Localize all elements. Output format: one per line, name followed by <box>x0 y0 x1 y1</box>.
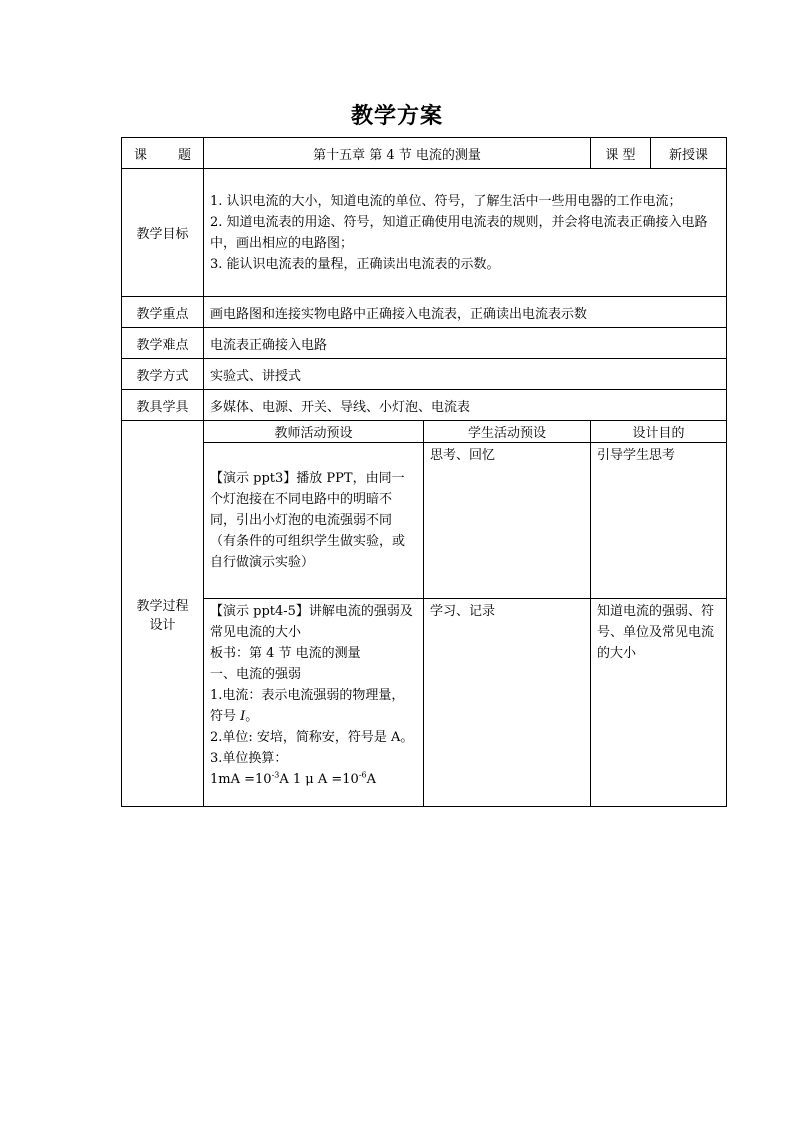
tools-row <box>122 390 727 421</box>
teacher-activity-1 <box>204 443 424 599</box>
current-period: 。 <box>245 709 259 724</box>
process-row-2 <box>122 599 727 807</box>
conv-unit: A <box>366 772 377 787</box>
page-title: 教学方案 <box>350 103 443 129</box>
conv-ma-base: 1mA =10 <box>210 772 272 787</box>
design-purpose-2: 知道电流的强弱、符号、单位及常见电流的大小 <box>591 599 727 807</box>
difficulties-row <box>122 328 727 359</box>
topic-value: 第十五章 第 4 节 电流的测量 <box>204 138 591 169</box>
type-value: 新授课 <box>651 138 727 169</box>
col-header-student: 学生活动预设 <box>424 421 591 443</box>
teacher-activity-2-demo: 【演示 ppt4-5】讲解电流的强弱及常见电流的大小 <box>210 604 413 640</box>
difficulties-label: 教学难点 <box>122 328 204 359</box>
difficulties-value: 电流表正确接入电路 <box>204 328 727 359</box>
topic-row <box>122 138 727 169</box>
process-header-row <box>122 421 727 443</box>
process-label <box>122 421 204 807</box>
tools-value: 多媒体、电源、开关、导线、小灯泡、电流表 <box>204 390 727 421</box>
student-activity-1: 思考、回忆 <box>424 443 591 599</box>
conv-ma-exp: -3 <box>271 770 280 780</box>
teacher-activity-1-note: （有条件的可组织学生做实验，或自行做演示实验） <box>210 534 406 570</box>
teacher-activity-2-conversion <box>210 769 417 790</box>
teacher-activity-2 <box>204 599 424 807</box>
teacher-activity-2-current <box>210 685 417 727</box>
teacher-activity-2-board: 板书：第 4 节 电流的测量 <box>210 646 361 661</box>
current-definition: 1.电流：表示电流强弱的物理量，符号 <box>210 688 405 724</box>
methods-row <box>122 359 727 390</box>
design-purpose-1: 引导学生思考 <box>591 443 727 599</box>
methods-value: 实验式、讲授式 <box>204 359 727 390</box>
process-row-1 <box>122 443 727 599</box>
topic-label: 课 题 <box>122 138 204 169</box>
key-points-label: 教学重点 <box>122 297 204 328</box>
lesson-plan-table <box>121 137 727 807</box>
key-points-row <box>122 297 727 328</box>
process-label-line-2: 设计 <box>149 617 176 633</box>
tools-label: 教具学具 <box>122 390 204 421</box>
goals-label: 教学目标 <box>122 169 204 297</box>
col-header-teacher: 教师活动预设 <box>204 421 424 443</box>
goals-row <box>122 169 727 297</box>
current-symbol: I <box>240 709 246 724</box>
teacher-activity-1-text: 【演示 ppt3】播放 PPT，由同一个灯泡接在不同电路中的明暗不同，引出小灯泡的电流强弱不同 <box>210 471 405 528</box>
goal-item-3: 3. 能认识电流表的量程，正确读出电流表的示数。 <box>210 256 500 272</box>
student-activity-2: 学习、记录 <box>424 599 591 807</box>
process-label-line-1: 教学过程 <box>136 598 189 614</box>
teacher-activity-2-conversion-title: 3.单位换算： <box>210 751 288 766</box>
col-header-purpose: 设计目的 <box>591 421 727 443</box>
teacher-activity-2-heading: 一、电流的强弱 <box>210 667 302 682</box>
goals-cell <box>204 169 727 297</box>
goal-item-1: 1. 认识电流的大小，知道电流的单位、符号，了解生活中一些用电器的工作电流； <box>210 193 682 209</box>
key-points-value: 画电路图和连接实物电路中正确接入电流表，正确读出电流表示数 <box>204 297 727 328</box>
type-label: 课 型 <box>591 138 651 169</box>
conv-ua-exp: -6 <box>358 770 367 780</box>
conv-ua-base: A 1 μ A =10 <box>279 772 359 787</box>
teacher-activity-2-unit: 2.单位: 安培，简称安，符号是 A。 <box>210 730 414 745</box>
goal-item-2: 2. 知道电流表的用途、符号，知道正确使用电流表的规则，并会将电流表正确接入电路中，画出相应的电路图； <box>210 214 708 251</box>
methods-label: 教学方式 <box>122 359 204 390</box>
